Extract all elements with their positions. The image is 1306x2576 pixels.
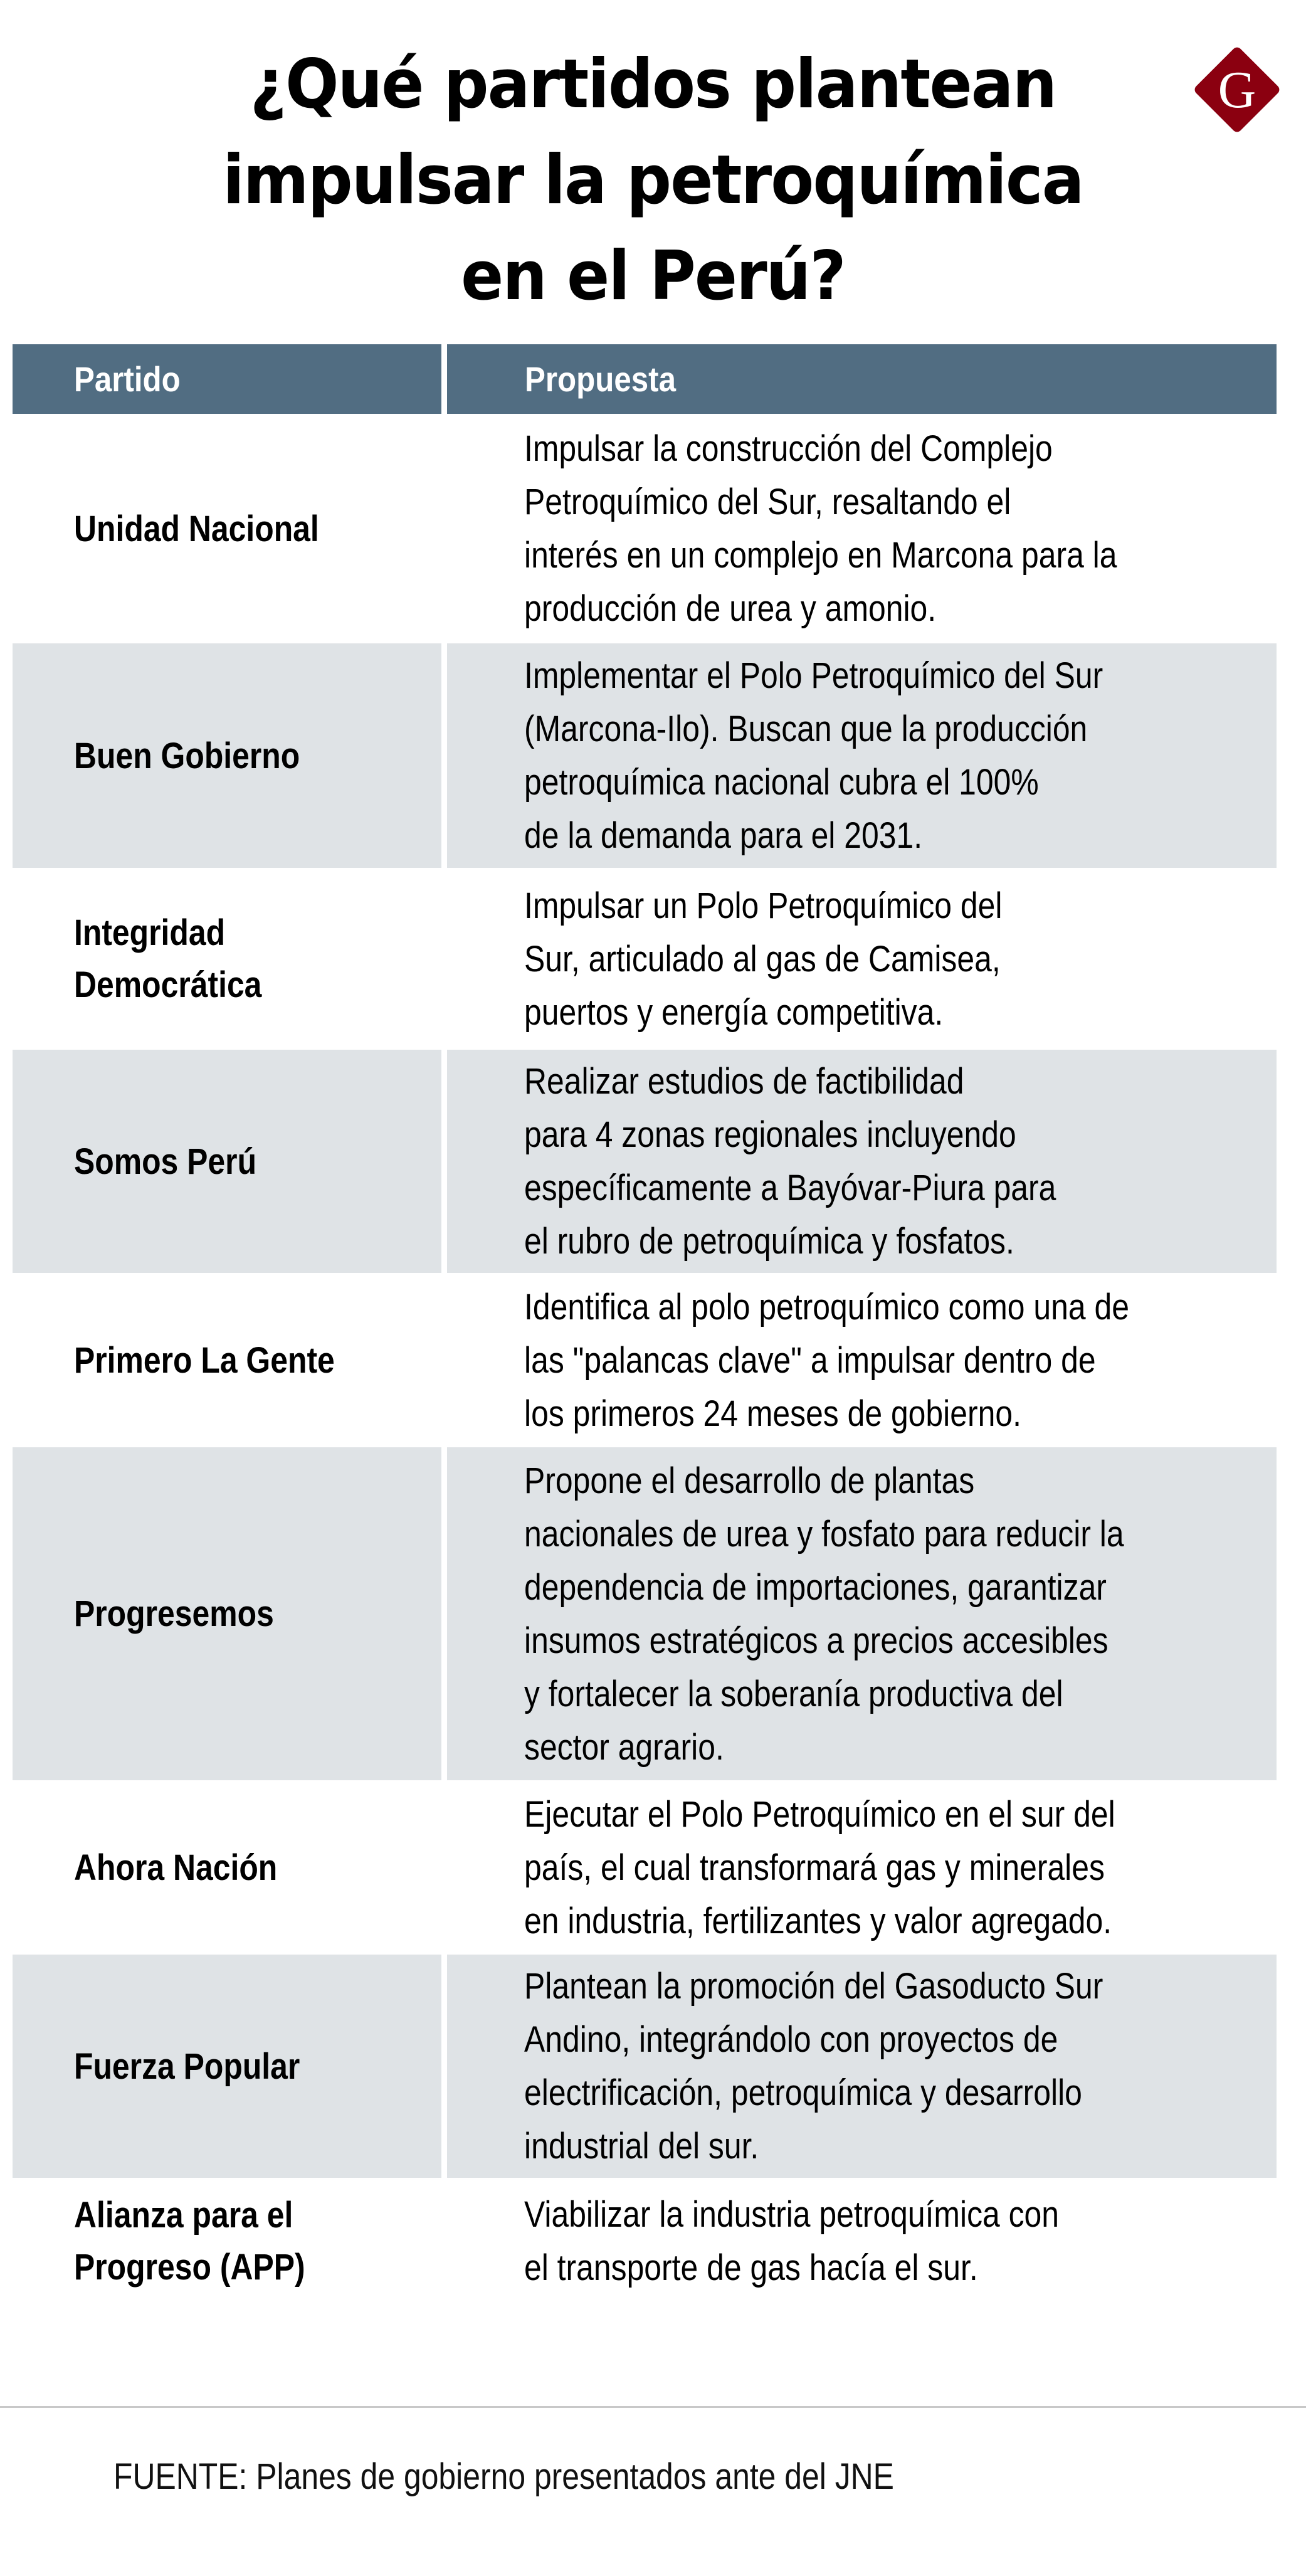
table-row <box>13 2182 1277 2301</box>
title-line-3: en el Perú? <box>461 237 845 315</box>
table-row <box>13 1447 1277 1780</box>
svg-text:G: G <box>1218 61 1256 119</box>
party-name <box>74 2189 343 2293</box>
proposal-line: puertos y energía competitiva. <box>524 991 944 1033</box>
party-cell <box>13 1277 441 1444</box>
proposal-line: país, el cual transformará gas y minerales <box>524 1847 1105 1888</box>
party-name-line: Unidad Nacional <box>74 508 319 549</box>
header-proposal-label: Propuesta <box>525 359 676 399</box>
page-title <box>188 36 1118 324</box>
table-row <box>13 418 1277 640</box>
proposal-cell <box>447 872 1277 1046</box>
proposal-line: (Marcona-Ilo). Buscan que la producción <box>524 709 1088 749</box>
proposal-line: petroquímica nacional cubra el 100% <box>524 762 1039 803</box>
party-name <box>74 1842 310 1894</box>
proposal-line: Plantean la promoción del Gasoducto Sur <box>524 1966 1103 2007</box>
header-proposal-cell <box>447 344 1277 414</box>
party-cell <box>13 1955 441 2178</box>
proposal-line: Sur, articulado al gas de Camisea, <box>524 938 1001 979</box>
proposal-line: el transporte de gas hacía el sur. <box>524 2247 978 2288</box>
header-party-cell <box>13 344 441 414</box>
table-row <box>13 643 1277 868</box>
party-name <box>74 730 337 782</box>
table-row <box>13 1277 1277 1444</box>
party-cell <box>13 1447 441 1780</box>
proposal-line: dependencia de importaciones, garantizar <box>524 1566 1107 1608</box>
title-line-1: ¿Qué partidos plantean <box>250 45 1056 124</box>
proposal-line: Viabilizar la industria petroquímica con <box>524 2194 1060 2235</box>
party-name <box>74 907 292 1011</box>
source-note: FUENTE: Planes de gobierno presentados ante del JNE <box>113 2456 894 2497</box>
table-row <box>13 1955 1277 2178</box>
party-name <box>74 503 359 555</box>
party-name-line: Democrática <box>74 964 262 1005</box>
party-name <box>74 1334 377 1386</box>
proposal-line: los primeros 24 meses de gobierno. <box>524 1393 1021 1434</box>
proposal-cell <box>447 1050 1277 1273</box>
party-name <box>74 1588 307 1640</box>
proposal-line: Impulsar la construcción del Complejo <box>524 428 1053 469</box>
party-name-line: Alianza para el <box>74 2195 293 2236</box>
proposal-line: de la demanda para el 2031. <box>524 815 923 856</box>
proposals-table <box>13 344 1277 2304</box>
proposal-line: las "palancas clave" a impulsar dentro de <box>524 1339 1096 1381</box>
party-cell <box>13 643 441 868</box>
proposal-line: interés en un complejo en Marcona para la <box>524 535 1117 576</box>
proposal-line: Petroquímico del Sur, resaltando el <box>524 482 1011 522</box>
proposal-line: producción de urea y amonio. <box>524 588 937 629</box>
diamond-g-icon <box>1187 40 1287 140</box>
proposal-line: industrial del sur. <box>524 2126 759 2167</box>
party-name-line: Integridad <box>74 912 226 953</box>
proposal-line: Propone el desarrollo de plantas <box>524 1460 975 1501</box>
party-name-line: Somos Perú <box>74 1141 257 1182</box>
table-row <box>13 1784 1277 1951</box>
table-header-row <box>13 344 1277 414</box>
proposal-line: para 4 zonas regionales incluyendo <box>524 1114 1016 1155</box>
proposal-cell <box>447 418 1277 640</box>
proposal-line: Realizar estudios de factibilidad <box>524 1061 964 1102</box>
proposal-line: en industria, fertilizantes y valor agregado. <box>524 1900 1112 1941</box>
gestion-logo-icon <box>1187 40 1287 140</box>
proposal-line: Identifica al polo petroquímico como una de <box>524 1286 1129 1328</box>
proposal-cell <box>447 1784 1277 1951</box>
table-row <box>13 872 1277 1046</box>
proposal-line: Implementar el Polo Petroquímico del Sur <box>524 655 1103 696</box>
proposal-line: Andino, integrándolo con proyectos de <box>524 2019 1058 2060</box>
party-cell <box>13 872 441 1046</box>
proposal-line: electrificación, petroquímica y desarrollo <box>524 2072 1082 2113</box>
proposal-line: y fortalecer la soberanía productiva del <box>524 1673 1063 1714</box>
party-cell <box>13 2182 441 2301</box>
proposal-cell <box>447 643 1277 868</box>
party-name-line: Progreso (APP) <box>74 2247 305 2288</box>
proposal-cell <box>447 1277 1277 1444</box>
party-name-line: Ahora Nación <box>74 1847 278 1888</box>
party-cell <box>13 418 441 640</box>
proposal-line: Impulsar un Polo Petroquímico del <box>524 885 1003 926</box>
proposal-cell <box>447 2182 1277 2301</box>
party-name <box>74 2040 337 2093</box>
proposal-line: insumos estratégicos a precios accesibles <box>524 1620 1109 1661</box>
proposal-line: el rubro de petroquímica y fosfatos. <box>524 1221 1014 1262</box>
title-line-2: impulsar la petroquímica <box>223 141 1083 219</box>
party-name <box>74 1136 286 1188</box>
party-name-line: Buen Gobierno <box>74 735 300 776</box>
table-row <box>13 1050 1277 1273</box>
proposal-line: Ejecutar el Polo Petroquímico en el sur del <box>524 1793 1115 1835</box>
party-name-line: Progresemos <box>74 1593 274 1634</box>
party-cell <box>13 1784 441 1951</box>
header-party-label: Partido <box>74 359 181 399</box>
party-name-line: Fuerza Popular <box>74 2045 300 2087</box>
party-cell <box>13 1050 441 1273</box>
proposal-cell <box>447 1447 1277 1780</box>
proposal-line: específicamente a Bayóvar-Piura para <box>524 1168 1056 1208</box>
party-name-line: Primero La Gente <box>74 1339 335 1381</box>
proposal-line: sector agrario. <box>524 1726 724 1768</box>
footer-divider <box>0 2406 1306 2408</box>
proposal-line: nacionales de urea y fosfato para reducir la <box>524 1513 1124 1555</box>
table-body <box>13 418 1277 2301</box>
proposal-cell <box>447 1955 1277 2178</box>
